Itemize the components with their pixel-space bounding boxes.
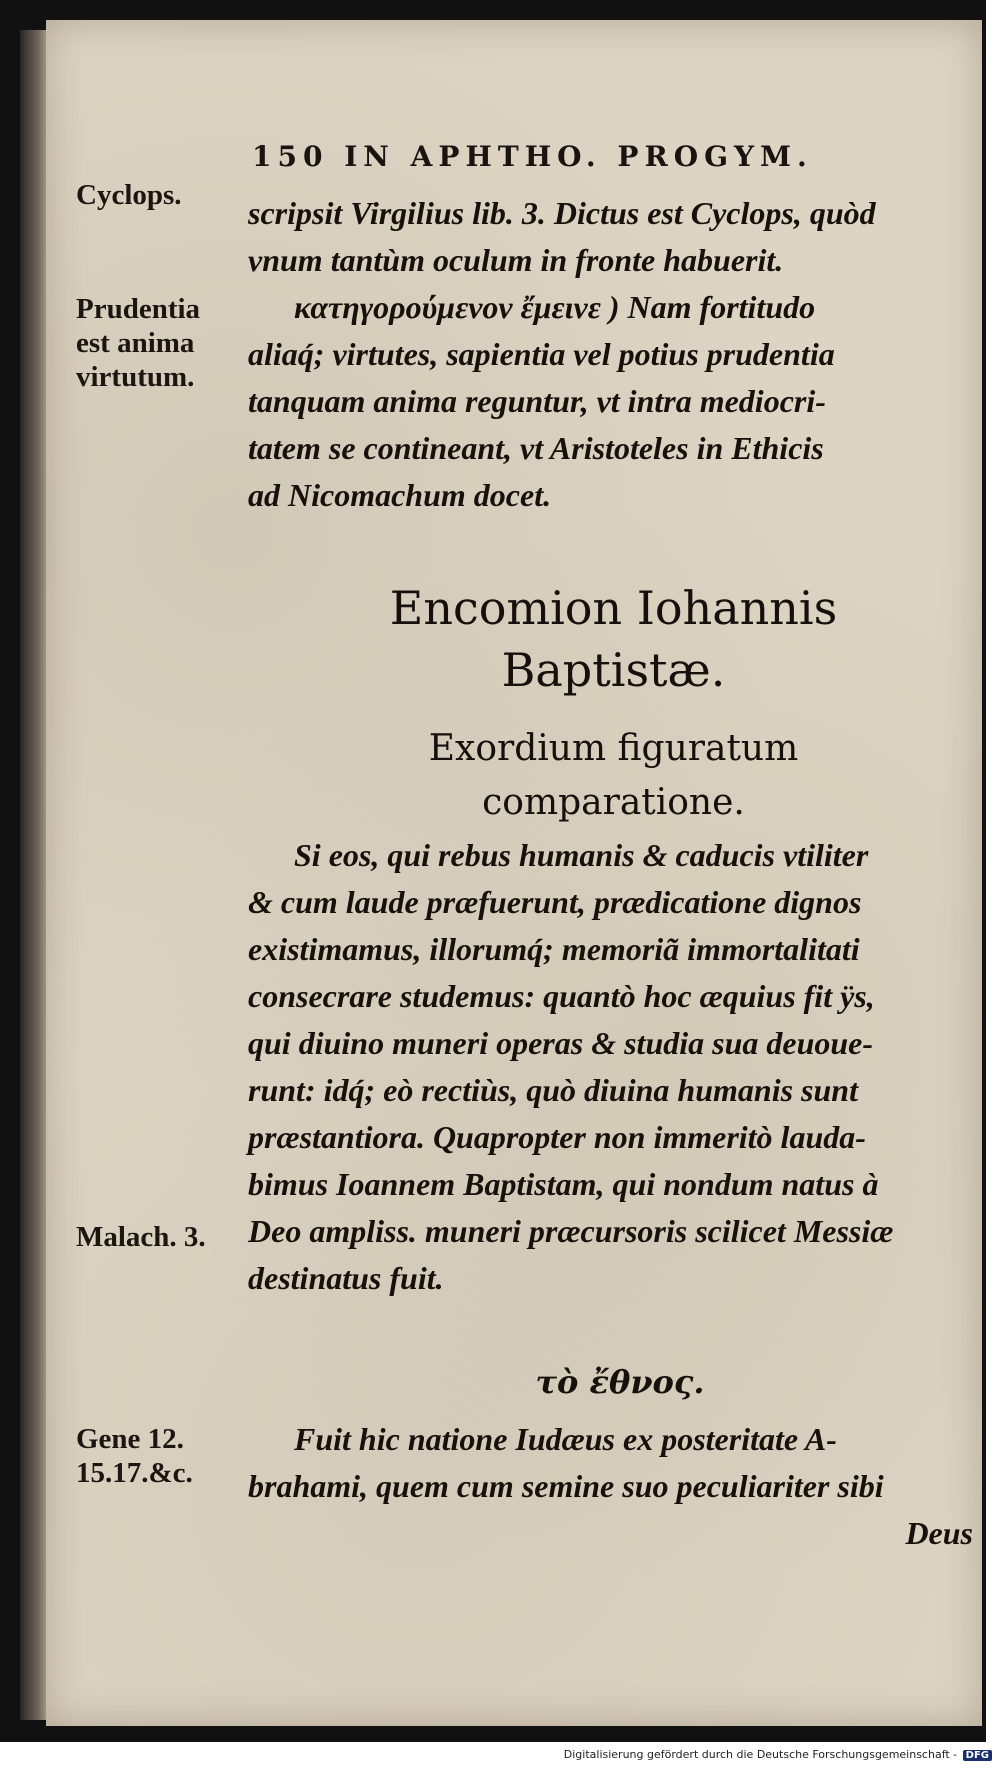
margin-note-line: virtutum.: [76, 361, 195, 393]
text-line: præstantiora. Quapropter non immeritò lauda-: [248, 1119, 866, 1155]
text-line: qui diuino muneri operas & studia sua deuoue-: [248, 1025, 874, 1061]
credit-text: Digitalisierung gefördert durch die Deutsche Forschungsgemeinschaft -: [563, 1748, 958, 1761]
text-line: aliaq́; virtutes, sapientia vel potius prudentia: [248, 336, 835, 372]
title-line: Baptistæ.: [501, 643, 726, 697]
section-title: [246, 577, 981, 701]
text-line: κατηγορούμενον ἔμεινε ) Nam fortitudo: [294, 289, 816, 325]
text-line: bimus Ioannem Baptistam, qui nondum natus à: [248, 1166, 879, 1202]
text-line: ad Nicomachum docet.: [248, 477, 552, 513]
text-line: existimamus, illorumq́; memoriã immortalitati: [248, 931, 860, 967]
margin-note-line: Prudentia: [76, 293, 201, 325]
margin-note-prudentia: [76, 292, 200, 394]
text-line: tanquam anima reguntur, vt intra mediocri-: [248, 383, 826, 419]
margin-note-cyclops: Cyclops.: [76, 179, 182, 211]
text-line: consecrare studemus: quantò hoc æquius fit ÿs,: [248, 978, 875, 1014]
text-line: scripsit Virgilius lib. 3. Dictus est Cyclops, quòd: [248, 195, 876, 231]
greek-heading: τὸ ἔθνος.: [535, 1363, 705, 1401]
text-line: brahami, quem cum semine suo peculiariter sibi: [248, 1468, 884, 1504]
running-header: 150 IN APHTHO. PROGYM.: [252, 140, 813, 173]
digitization-credit: [564, 1748, 992, 1761]
commentary-paragraph: [248, 190, 983, 519]
dfg-logo: DFG: [963, 1750, 992, 1761]
text-line: & cum laude præfuerunt, prædicatione dignos: [248, 884, 862, 920]
subtitle-line: comparatione.: [482, 782, 745, 823]
margin-note-malach: Malach. 3.: [76, 1221, 206, 1253]
exordium-paragraph: [248, 832, 983, 1302]
text-line: vnum tantùm oculum in fronte habuerit.: [248, 242, 784, 278]
subtitle-line: Exordium figuratum: [428, 728, 799, 769]
section-subtitle: [246, 722, 981, 830]
catchword: Deus: [905, 1515, 973, 1551]
natio-paragraph: [248, 1416, 983, 1557]
title-line: Encomion Iohannis: [389, 581, 838, 635]
text-line: runt: idq́; eò rectiùs, quò diuina humanis sunt: [248, 1072, 858, 1108]
margin-note-line: Gene 12.: [76, 1423, 184, 1455]
text-line: Deo ampliss. muneri præcursoris scilicet Messiæ: [248, 1213, 894, 1249]
margin-note-line: est anima: [76, 327, 195, 359]
text-line: Fuit hic natione Iudæus ex posteritate A-: [294, 1421, 837, 1457]
text-line: tatem se contineant, vt Aristoteles in Ethicis: [248, 430, 824, 466]
text-line: Si eos, qui rebus humanis & caducis vtiliter: [294, 837, 869, 873]
margin-note-gene: [76, 1422, 193, 1490]
text-line: destinatus fuit.: [248, 1260, 444, 1296]
margin-note-line: 15.17.&c.: [76, 1457, 193, 1489]
